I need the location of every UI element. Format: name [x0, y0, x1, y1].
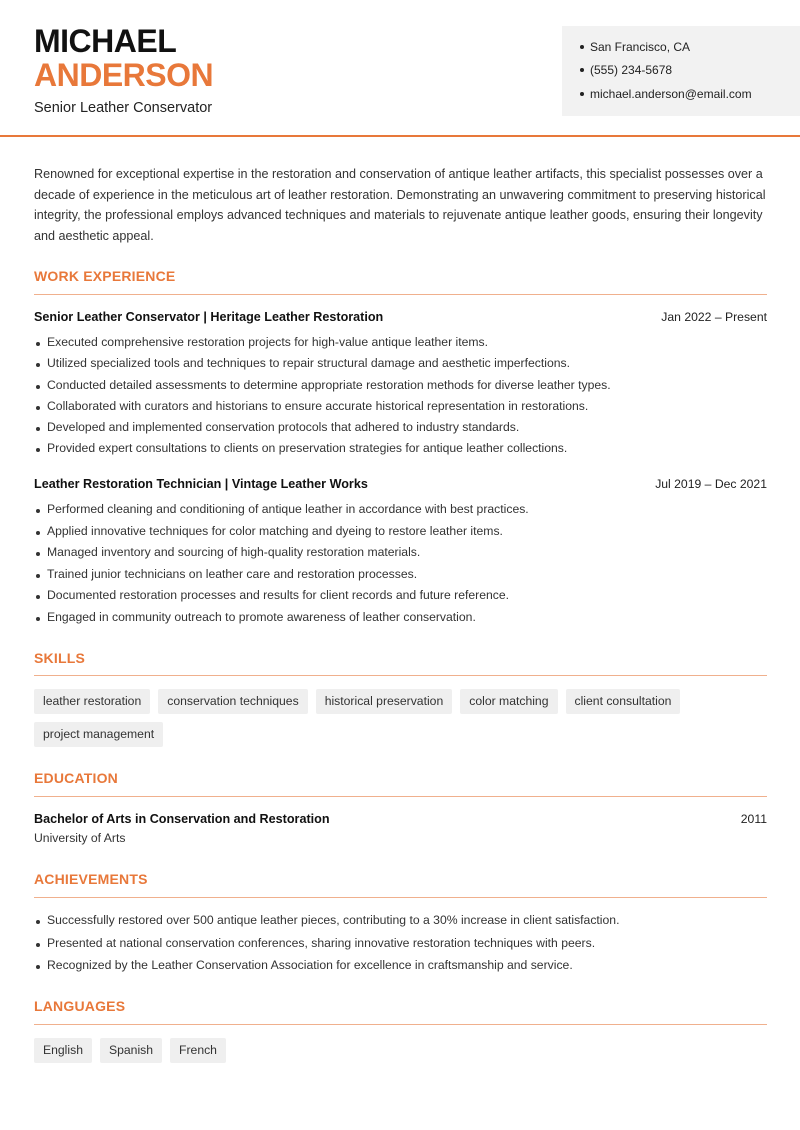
contact-phone-text: (555) 234-5678: [590, 63, 673, 77]
list-item: Applied innovative techniques for color matching and dyeing to restore leather items.: [34, 524, 769, 546]
section-title-education: EDUCATION: [34, 770, 118, 786]
language-tag: English: [34, 1038, 92, 1063]
bullet-dot: [580, 92, 584, 96]
skill-tag: client consultation: [566, 689, 681, 714]
bullet-dot: [580, 68, 584, 72]
job-title: Senior Leather Conservator: [34, 100, 213, 116]
education-school: University of Arts: [34, 831, 126, 845]
job-role: Leather Restoration Technician | Vintage Leather Works: [34, 477, 368, 491]
contact-email-text[interactable]: michael.anderson@email.com: [590, 87, 752, 101]
education-year: 2011: [740, 812, 767, 826]
list-item: Utilized specialized tools and techniques to repair structural damage and aesthetic imperfections.: [34, 356, 769, 377]
summary: Renowned for exceptional expertise in the restoration and conservation of antique leather artifacts, this specialist possesses over a decade of experience in the meticulous art of leather restoration. Demonstrating an unwavering commitment to preserving historical integrity, the professional employs advanced techniques and materials to rejuvenate antique leather goods, ensuring their longevity and aesthetic appeal.: [34, 167, 766, 243]
list-item: Presented at national conservation conferences, sharing innovative restoration techniques with peers.: [34, 936, 769, 959]
list-item: Provided expert consultations to clients on preservation strategies for antique leather collections.: [34, 441, 769, 462]
achievement-bullets: [34, 913, 769, 981]
first-name: MICHAEL: [34, 23, 177, 59]
section-divider: [34, 675, 767, 676]
list-item: Conducted detailed assessments to determine appropriate restoration methods for diverse leather types.: [34, 378, 769, 399]
skill-tag: color matching: [460, 689, 557, 714]
education-degree: Bachelor of Arts in Conservation and Restoration: [34, 812, 330, 826]
job-dates: Jan 2022 – Present: [661, 310, 767, 324]
job-bullets: [34, 335, 769, 463]
list-item: Successfully restored over 500 antique leather pieces, contributing to a 30% increase in client satisfaction.: [34, 913, 769, 936]
section-divider: [34, 294, 767, 295]
list-item: Collaborated with curators and historians to ensure accurate historical representation in restorations.: [34, 399, 769, 420]
language-tag: French: [170, 1038, 226, 1063]
skill-tag: project management: [34, 722, 163, 747]
section-divider: [34, 897, 767, 898]
section-divider: [34, 796, 767, 797]
language-tag: Spanish: [100, 1038, 162, 1063]
section-title-achievements: ACHIEVEMENTS: [34, 871, 148, 887]
contact-location: [580, 40, 690, 54]
list-item: Trained junior technicians on leather care and restoration processes.: [34, 567, 769, 589]
list-item: Managed inventory and sourcing of high-quality restoration materials.: [34, 545, 769, 567]
list-item: Engaged in community outreach to promote awareness of leather conservation.: [34, 610, 769, 632]
list-item: Documented restoration processes and results for client records and future reference.: [34, 588, 769, 610]
contact-email[interactable]: [580, 87, 752, 101]
skill-tag: historical preservation: [316, 689, 453, 714]
skills-tags: [34, 689, 769, 747]
job-header: [34, 477, 767, 491]
list-item: Performed cleaning and conditioning of antique leather in accordance with best practices.: [34, 502, 769, 524]
list-item: Executed comprehensive restoration projects for high-value antique leather items.: [34, 335, 769, 356]
list-item: Developed and implemented conservation protocols that adhered to industry standards.: [34, 420, 769, 441]
section-title-work: WORK EXPERIENCE: [34, 268, 176, 284]
section-title-languages: LANGUAGES: [34, 998, 126, 1014]
skill-tag: leather restoration: [34, 689, 150, 714]
contact-location-text: San Francisco, CA: [590, 40, 691, 54]
language-tags: [34, 1038, 769, 1063]
job-dates: Jul 2019 – Dec 2021: [655, 477, 767, 491]
contact-box: [562, 26, 800, 116]
section-title-skills: SKILLS: [34, 650, 85, 666]
section-divider: [34, 1024, 767, 1025]
bullet-dot: [580, 45, 584, 49]
skill-tag: conservation techniques: [158, 689, 307, 714]
contact-phone: [580, 63, 672, 77]
job-bullets: [34, 502, 769, 631]
job-header: [34, 310, 767, 324]
resume-header: [0, 0, 800, 137]
list-item: Recognized by the Leather Conservation Association for excellence in craftsmanship and service.: [34, 958, 769, 981]
job-role: Senior Leather Conservator | Heritage Leather Restoration: [34, 310, 384, 324]
last-name: ANDERSON: [34, 57, 214, 93]
